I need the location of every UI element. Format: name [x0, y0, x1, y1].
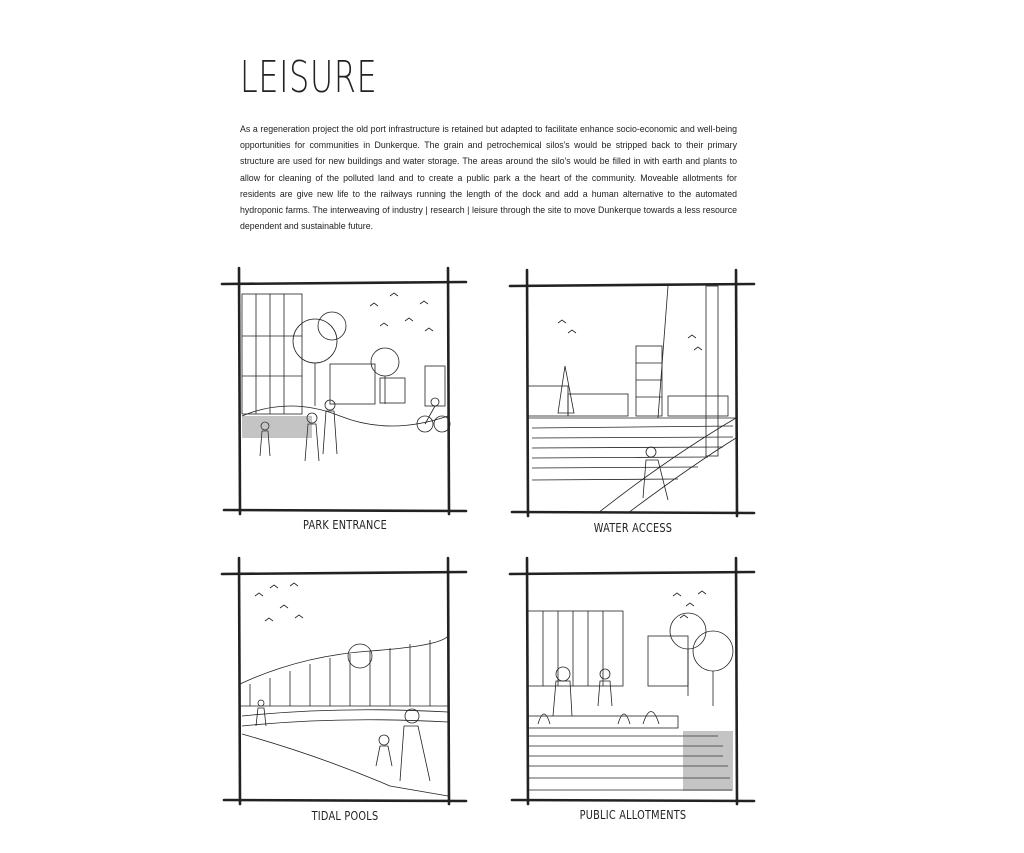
- caption-water-access: WATER ACCESS: [593, 520, 673, 535]
- water-access-sketch: [508, 268, 758, 518]
- sketch-panel-tidal-pools: [220, 556, 470, 826]
- sketch-panel-public-allotments: [508, 556, 758, 826]
- park-entrance-sketch: [220, 266, 470, 516]
- public-allotments-sketch: [508, 556, 758, 806]
- tidal-pools-sketch: [220, 556, 470, 806]
- caption-park-entrance: PARK ENTRANCE: [303, 517, 387, 532]
- intro-paragraph: As a regeneration project the old port infrastructure is retained but adapted to facilitate enhance socio-economic and well-being opportunities for communities in Dunkerque. The grain and petrochemical silos's would be stripped back to their primary structure are used for new buildings and water storage. The areas around the silo's would be filled in with earth and plants to allow for cleaning of the polluted land and to create a public park a the heart of the community. Moveable allotments for residents are give new life to the railways running the length of the dock and add a human alternative to the automated hydroponic farms. The interweaving of industry | research | leisure through the site to move Dunkerque towards a less resource dependent and sustainable future.: [240, 124, 737, 232]
- sketch-panel-park-entrance: [220, 266, 470, 536]
- sketch-panel-water-access: [508, 268, 758, 538]
- caption-tidal-pools: TIDAL POOLS: [311, 808, 379, 823]
- page-title: LEISURE: [240, 52, 378, 103]
- caption-public-allotments: PUBLIC ALLOTMENTS: [579, 807, 687, 822]
